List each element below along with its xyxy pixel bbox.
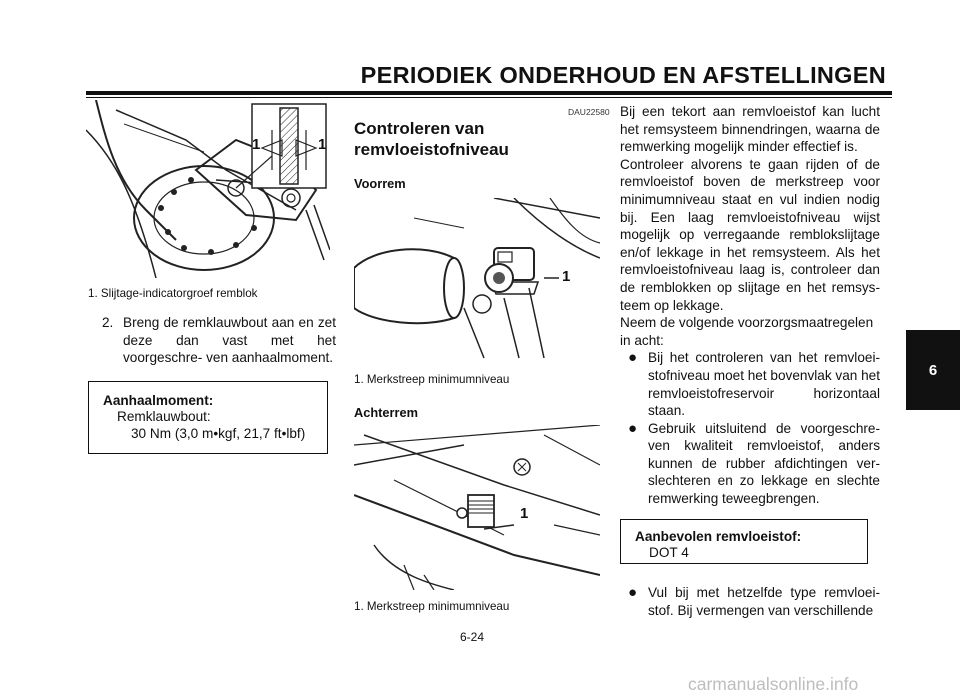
page-number: 6-24 (460, 630, 485, 644)
front-brake-caption: 1. Merkstreep minimumniveau (354, 373, 510, 386)
paragraph-air-warning: Bij een tekort aan remvloeistof kan lucht het remsysteem binnendringen, waarna de remwerking mogelijk minder effectief is. (620, 104, 880, 155)
rear-brake-reservoir-figure (354, 425, 600, 590)
chapter-tab (906, 330, 960, 410)
bullet-text: Bij het controleren van het remvloei- stofniveau moet het bovenvlak van het remvloeistofreservoir horizontaal staan. (648, 350, 880, 419)
bullet-icon: ● (628, 584, 638, 601)
spec-box-value: 30 Nm (3,0 m•kgf, 21,7 ft•lbf) (131, 426, 306, 441)
brake-fluid-spec-title: Aanbevolen remvloeistof: (635, 529, 802, 544)
spec-box-item: Remklauwbout: (117, 409, 211, 424)
brake-caliper-illustration (86, 100, 330, 278)
step-text: Breng de remklauwbout aan en zet deze dan vast met het voorgeschre- ven aanhaalmoment. (123, 315, 336, 366)
front-brake-reservoir-figure (354, 198, 600, 360)
front-brake-heading: Voorrem (354, 176, 406, 191)
right-column-text (620, 103, 880, 508)
brake-caliper-figure (86, 100, 330, 278)
page-header-title: PERIODIEK ONDERHOUD EN AFSTELLINGEN (360, 62, 886, 88)
bullet-item (620, 420, 880, 508)
document-code: DAU22580 (568, 107, 610, 117)
step-item (88, 314, 336, 367)
rear-callout-1: 1 (520, 505, 529, 522)
torque-spec-box (88, 381, 328, 454)
rear-reservoir-illustration (354, 425, 600, 590)
spec-box-title: Aanhaalmoment: (103, 393, 214, 408)
brake-fluid-spec-box (620, 519, 868, 564)
rear-brake-caption: 1. Merkstreep minimumniveau (354, 600, 510, 613)
figure-caption-brake-pad: 1. Slijtage-indicatorgroef remblok (88, 287, 258, 300)
rear-brake-heading: Achterrem (354, 405, 419, 420)
header-rule (86, 91, 892, 95)
brake-fluid-spec-value: DOT 4 (649, 545, 689, 560)
paragraph-check-level: Controleer alvorens te gaan rijden of de remvloeistof boven de merkstreep voor minimumniveau staat en vul indien nodig bij. Een laag remvloeistofniveau wijst mogelijk op verregaande remblokslijtage en/of lekkage in het remsysteem. Als het remvloeistofniveau laag is, controleer dan de remblokken op slijtage en het remsys- teem op lekkage. (620, 156, 880, 313)
bullet-icon: ● (628, 419, 638, 437)
chapter-number: 6 (928, 361, 938, 379)
paragraph-precautions-intro: Neem de volgende voorzorgsmaatregelen in acht: (620, 315, 874, 348)
bullet-text: Gebruik uitsluitend de voorgeschre- ven kwaliteit remvloeistof, anders kunnen de rubber afdichtingen ver- slechteren en zo lekkage en slechte remwerking teweegbrengen. (648, 420, 880, 507)
bullet-text: Vul bij met hetzelfde type remvloei- stof. Bij vermengen van verschillende (648, 585, 880, 618)
bullet-icon: ● (628, 349, 638, 367)
callout-1-left: 1 (252, 136, 261, 153)
watermark: carmanualsonline.info (688, 674, 859, 694)
front-callout-1: 1 (562, 268, 571, 285)
bullet-item (620, 349, 880, 419)
header-rule-thin (86, 97, 892, 98)
section-title: Controleren van remvloeistofniveau (354, 119, 509, 159)
step-number: 2. (102, 315, 114, 330)
bullet-item-refill (620, 584, 880, 619)
callout-1-right: 1 (318, 136, 327, 153)
